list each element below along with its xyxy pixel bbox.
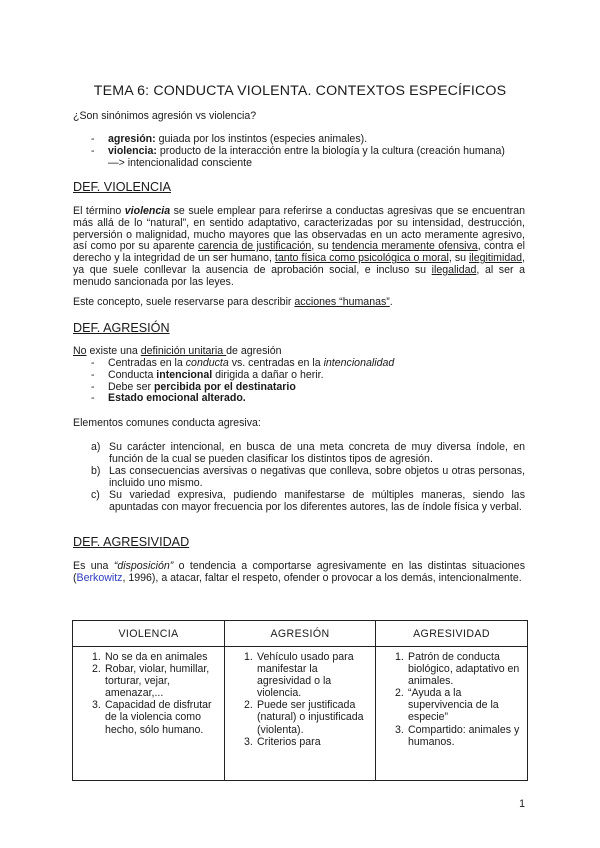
- list-item: 3. Compartido: animales y humanos.: [395, 723, 520, 748]
- list-item: b) Las consecuencias aversivas o negativas que conlleva, sobre objetos u otras personas, incluido uno mismo.: [91, 465, 525, 489]
- list-item: - Estado emocional alterado.: [91, 392, 246, 405]
- list-item: 1. Patrón de conducta biológico, adaptativo en animales.: [395, 651, 520, 688]
- heading-def-agresion: DEF. AGRESIÓN: [73, 321, 170, 335]
- term-agresion: agresión:: [108, 133, 156, 145]
- intro-question: ¿Son sinónimos agresión vs violencia?: [73, 110, 257, 122]
- list-item: a) Su carácter intencional, en busca de una meta concreta de muy diversa índole, en función de la cual se pueden clasificar los distintos tipos de agresión.: [91, 441, 525, 465]
- agresion-list: [73, 358, 525, 405]
- paragraph-agresion-intro: No existe una definición unitaria de agresión: [73, 345, 282, 357]
- list-item: - Debe ser percibida por el destinatario: [91, 380, 296, 393]
- list-item: - agresión: guiada por los instintos (especies animales).: [91, 133, 368, 145]
- list-item: - Centradas en la conducta vs. centradas en la intencionalidad: [91, 357, 395, 369]
- paragraph-elementos-comunes: Elementos comunes conducta agresiva:: [73, 417, 261, 429]
- list-item: - Conducta intencional dirigida a dañar o herir.: [91, 368, 324, 381]
- list-item: 3. Capacidad de disfrutar de la violencia como hecho, sólo humano.: [92, 699, 212, 736]
- list-item: 3. Criterios para: [244, 735, 321, 748]
- page-title: TEMA 6: CONDUCTA VIOLENTA. CONTEXTOS ESPECÍFICOS: [93, 83, 507, 99]
- citation-link[interactable]: Berkowitz: [76, 571, 123, 584]
- list-item: 1. Vehículo usado para manifestar la agresividad o la violencia.: [244, 651, 354, 700]
- table-header-agresividad: AGRESIVIDAD: [376, 621, 528, 647]
- paragraph-acciones-humanas: Este concepto, suele reservarse para describir acciones “humanas”.: [73, 296, 393, 308]
- list-item: 2. “Ayuda a la supervivencia de la especie”: [395, 687, 499, 724]
- table-header-agresion: AGRESIÓN: [225, 621, 376, 647]
- paragraph-violencia: El término violencia se suele emplear para referirse a conductas agresivas que se encuentran más allá de lo “natural”, en sentido adaptativo, caracterizadas por su intensidad, destrucción, perversión o malignidad, mucho mayores que las observadas en un acto meramente agresivo, así como por su aparente carencia de justificación, su tendencia meramente ofensiva, contra el derecho y la integridad de un ser humano, tanto física como psicológica o moral, su ilegitimidad, ya que suele conllevar la ausencia de aprobación social, e incluso su ilegalidad, al ser a menudo sancionada por las leyes.: [73, 205, 525, 288]
- common-elements-list: [73, 442, 525, 514]
- list-item: 2. Puede ser justificada (natural) o injustificada (violenta).: [244, 699, 364, 736]
- list-item: c) Su variedad expresiva, pudiendo manifestarse de múltiples maneras, siendo las apuntadas con mayor frecuencia por los diferentes autores, las de índole física y verbal.: [91, 489, 525, 513]
- list-item: - violencia: producto de la interacción entre la biología y la cultura (creación humana) —> intencionalidad consciente: [91, 144, 505, 169]
- table-cell-violencia: [73, 647, 225, 781]
- heading-def-violencia: DEF. VIOLENCIA: [73, 180, 171, 194]
- paragraph-agresividad: Es una “disposición” o tendencia a comportarse agresivamente en las distintas situaciones (Berkowitz, 1996), a atacar, faltar el respeto, ofender o provocar a los demás, intencionalmente.: [73, 560, 525, 584]
- synonyms-list: [73, 134, 525, 169]
- heading-def-agresividad: DEF. AGRESIVIDAD: [73, 535, 190, 549]
- term-violencia: violencia:: [108, 144, 157, 157]
- table-header-violencia: VIOLENCIA: [73, 621, 225, 647]
- page-number: 1: [519, 798, 525, 810]
- table-cell-agresividad: [376, 647, 528, 781]
- table-cell-agresion: [225, 647, 376, 781]
- list-item: 2. Robar, violar, humillar, torturar, vejar, amenazar,...: [92, 663, 210, 700]
- table-row: [73, 647, 528, 781]
- list-item: 1. No se da en animales: [92, 651, 208, 663]
- comparison-table: [72, 620, 528, 781]
- table-header-row: [73, 621, 528, 647]
